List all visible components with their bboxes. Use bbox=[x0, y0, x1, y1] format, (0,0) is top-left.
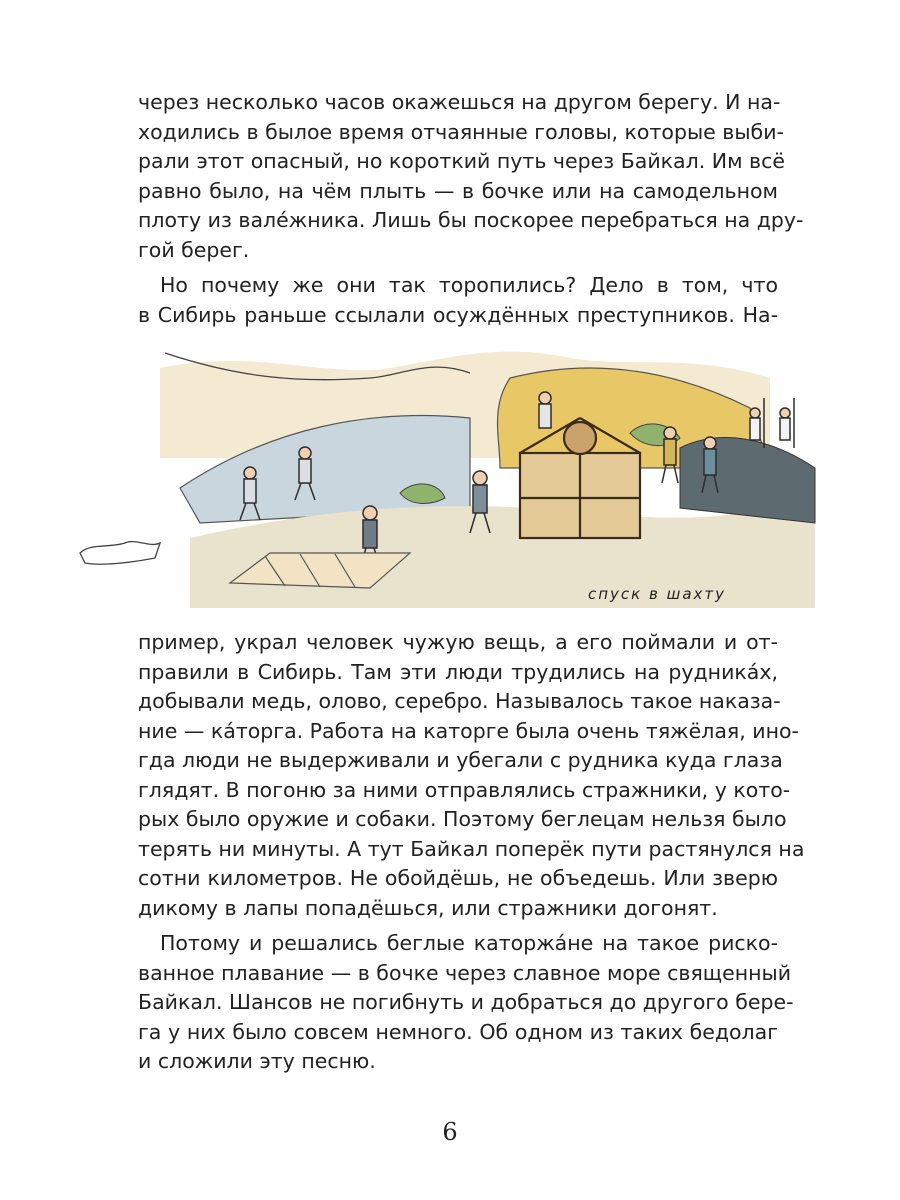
text-line: Байкал. Шансов не погибнуть и добраться до другого бере- bbox=[138, 990, 794, 1014]
text-line: терять ни минуты. А тут Байкал поперёк пути растянулся на bbox=[138, 836, 805, 861]
text-line: ванное плавание — в бочке через славное море священный bbox=[138, 960, 792, 985]
text-line: ходились в былое время отчаянные головы, которые выби- bbox=[138, 119, 784, 144]
text-line: рых было оружие и собаки. Поэтому беглецам нельзя было bbox=[138, 807, 787, 831]
text-line: гой берег. bbox=[138, 237, 250, 262]
mine-illustration bbox=[70, 338, 830, 618]
text-line: дикому в лапы попадёшься, или стражники догонят. bbox=[138, 895, 718, 920]
text-line: плоту из вале́жника. Лишь бы поскорее перебраться на дру- bbox=[138, 208, 804, 232]
text-line: гда люди не выдерживали и убегали с рудника куда глаза bbox=[138, 748, 783, 772]
text-line: пример, украл человек чужую вещь, а его поймали и от- bbox=[138, 630, 778, 654]
text-line: правили в Сибирь. Там эти люди трудились на рудника́х, bbox=[138, 659, 778, 684]
text-line: рали этот опасный, но короткий путь через Байкал. Им всё bbox=[138, 149, 786, 173]
text-line: в Сибирь раньше ссылали осуждённых преступников. На- bbox=[138, 302, 778, 327]
text-line: Потому и решались беглые каторжа́не на такое риско- bbox=[160, 931, 778, 955]
bottom-paragraphs bbox=[138, 628, 805, 1077]
top-paragraphs bbox=[138, 88, 804, 330]
text-line: равно было, на чём плыть — в бочке или на самодельном bbox=[138, 178, 778, 203]
text-line: через несколько часов окажешься на другом берегу. И на- bbox=[138, 90, 781, 114]
text-line: сотни километров. Не обойдёшь, не объедешь. Или зверю bbox=[138, 866, 778, 890]
text-line: глядят. В погоню за ними отправлялись стражники, у кото- bbox=[138, 777, 791, 802]
text-line: Но почему же они так торопились? Дело в том, что bbox=[160, 273, 778, 297]
dark-rock bbox=[680, 438, 815, 523]
text-line: ние — ка́торга. Работа на каторге была очень тяжёлая, ино- bbox=[138, 718, 799, 743]
page-number: 6 bbox=[442, 1118, 458, 1146]
text-line: добывали медь, олово, серебро. Называлось такое наказа- bbox=[138, 689, 781, 713]
text-line: и сложили эту песню. bbox=[138, 1049, 376, 1073]
text-line: га у них было совсем немного. Об одном из таких бедолаг bbox=[138, 1019, 778, 1044]
dog-sketch bbox=[80, 542, 160, 565]
illustration-caption: спуск в шахту bbox=[588, 585, 727, 603]
